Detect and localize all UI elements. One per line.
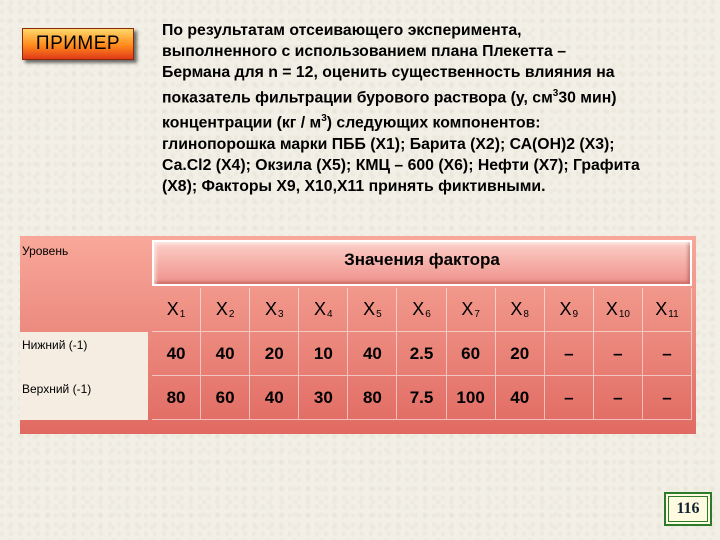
example-badge-label: ПРИМЕР xyxy=(35,33,121,54)
factor-base: X xyxy=(215,299,228,319)
table-cell: – xyxy=(643,376,692,420)
task-line-5a: концентрации (кг / м xyxy=(162,114,322,132)
table-cell: 40 xyxy=(152,332,201,376)
table-cell: 30 xyxy=(299,376,348,420)
factor-base: X xyxy=(412,299,425,319)
table-cell: 20 xyxy=(496,332,545,376)
factor-base: X xyxy=(314,299,327,319)
task-line-6: глинопорошка марки ПББ (Х1); Барита (Х2); СА(ОН)2 (Х3); xyxy=(162,135,615,153)
table-cell: – xyxy=(643,332,692,376)
factor-names-label xyxy=(20,288,148,332)
factor-base: X xyxy=(461,299,474,319)
factor-header-x3 xyxy=(250,288,299,332)
table-cell: 40 xyxy=(250,376,299,420)
table-cell: 20 xyxy=(250,332,299,376)
table-row-upper xyxy=(20,376,696,420)
task-line-1: По результатам отсеивающего эксперимента, xyxy=(162,22,522,39)
task-line-4a: показатель фильтрации бурового раствора (у, см xyxy=(162,89,553,107)
factor-header-x5 xyxy=(348,288,397,332)
row-cells-lower xyxy=(152,332,692,376)
table-cell: 40 xyxy=(348,332,397,376)
factor-header-x10 xyxy=(594,288,643,332)
factor-subscript: 6 xyxy=(425,309,431,320)
table-cell: 60 xyxy=(447,332,496,376)
factor-subscript: 11 xyxy=(668,309,679,320)
factor-header-x8 xyxy=(496,288,545,332)
factor-header-x9 xyxy=(545,288,594,332)
factor-base: X xyxy=(655,299,668,319)
factor-header-x4 xyxy=(299,288,348,332)
factor-header-x6 xyxy=(397,288,446,332)
table-cell: 80 xyxy=(152,376,201,420)
factor-subscript: 9 xyxy=(572,309,579,320)
factor-subscript: 5 xyxy=(376,309,382,320)
page-number: 116 xyxy=(676,500,700,517)
factor-base: X xyxy=(363,299,376,319)
factor-subscript: 3 xyxy=(277,309,284,320)
task-line-3: Бермана для n = 12, оценить существенность влияния на xyxy=(162,64,615,81)
table-cell: – xyxy=(545,376,594,420)
factor-subscript: 4 xyxy=(327,309,333,320)
task-line-2: выполненного с использованием плана Плекетта – xyxy=(162,43,566,60)
values-header: Значения фактора xyxy=(344,250,500,269)
task-line-5-sup: 3 xyxy=(321,113,327,125)
task-line-7: Са.Cl2 (Х4); Окзила (Х5); КМЦ – 600 (Х6); Нефти (Х7); Графита xyxy=(162,156,640,174)
table-cell: 2.5 xyxy=(397,332,446,376)
factor-subscript: 8 xyxy=(523,309,529,320)
factor-header-x2 xyxy=(201,288,250,332)
task-line-4-sup: 3 xyxy=(552,88,559,99)
level-header: Уровень xyxy=(22,244,69,258)
table-cell: 40 xyxy=(201,332,250,376)
factor-base: X xyxy=(510,299,523,319)
example-badge xyxy=(22,28,134,60)
values-header-cell xyxy=(152,240,692,286)
table-cell: 100 xyxy=(447,376,496,420)
factor-header-x7 xyxy=(447,288,496,332)
factor-base: X xyxy=(166,299,179,319)
table-cell: 7.5 xyxy=(397,376,446,420)
row-label-upper: Верхний (-1) xyxy=(20,376,148,420)
task-text xyxy=(162,20,702,197)
factor-name-cells xyxy=(152,288,692,332)
task-line-5 xyxy=(162,108,702,133)
factor-header-x11 xyxy=(643,288,692,332)
factor-subscript: 7 xyxy=(474,309,480,320)
task-line-8: (Х8); Факторы Х9, Х10,Х11 принять фиктивными. xyxy=(162,177,546,195)
table-cell: 60 xyxy=(201,376,250,420)
table-row-lower xyxy=(20,332,696,376)
task-line-5b: ) следующих компонентов: xyxy=(326,114,541,132)
factor-subscript: 2 xyxy=(228,309,235,320)
factor-base: X xyxy=(559,299,572,319)
row-label-lower: Нижний (-1) xyxy=(20,332,148,376)
table-cell: 80 xyxy=(348,376,397,420)
factor-subscript: 1 xyxy=(179,309,186,320)
table-cell: – xyxy=(594,376,643,420)
factor-names-row xyxy=(20,288,696,332)
table-cell: – xyxy=(545,332,594,376)
row-cells-upper xyxy=(152,376,692,420)
table-cell: 10 xyxy=(299,332,348,376)
factor-subscript: 10 xyxy=(618,309,630,320)
page-number-box xyxy=(664,492,712,526)
factor-header-x1 xyxy=(152,288,201,332)
factor-table xyxy=(20,236,696,434)
task-line-4 xyxy=(162,83,702,108)
table-cell: 40 xyxy=(496,376,545,420)
factor-base: X xyxy=(264,299,277,319)
task-line-4b: 30 мин) xyxy=(558,89,617,107)
factor-base: X xyxy=(605,299,618,319)
table-cell: – xyxy=(594,332,643,376)
